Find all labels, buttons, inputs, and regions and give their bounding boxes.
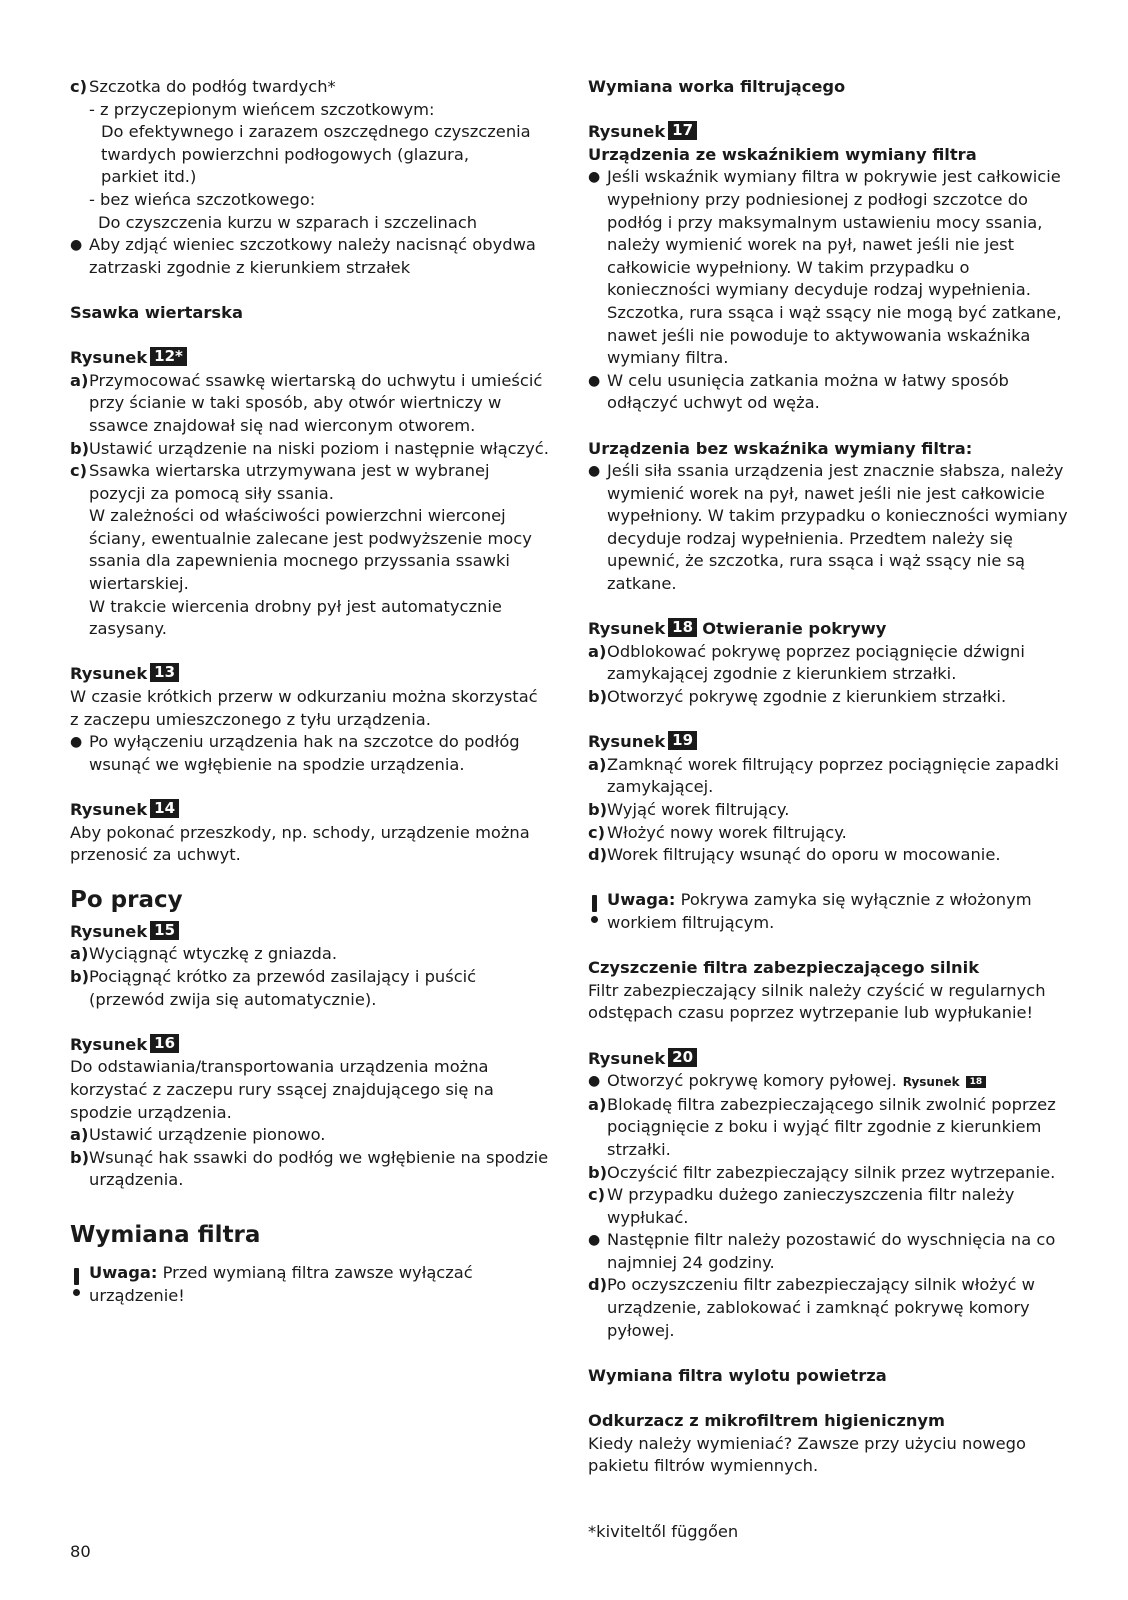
left-column — [70, 76, 550, 1307]
brush-without-ring-desc: Do czyszczenia kurzu w szparach i szczelinach — [98, 212, 478, 232]
exclamation-icon — [588, 889, 607, 934]
list-item: d) Po oczyszczeniu filtr zabezpieczający silnik włożyć w urządzenie, zablokować i zamknąć pokrywę komory pyłowej. — [588, 1275, 1035, 1340]
list-item: a) Przymocować ssawkę wiertarską do uchwytu i umieścić przy ścianie w taki sposób, aby otwór wiertniczy w ssawce znajdował się nad wierconym otworem. — [70, 370, 543, 435]
paragraph: W czasie krótkich przerw w odkurzaniu można skorzystać z zaczepu umieszczonego z tyłu urządzenia. — [70, 687, 538, 729]
hard-floor-brush-title: Szczotka do podłóg twardych* — [89, 77, 336, 96]
bullet-icon: ● — [588, 1232, 601, 1249]
list-item: b) Wyjąć worek filtrujący. — [588, 800, 790, 819]
section-title: Wymiana filtra — [70, 1221, 261, 1248]
figure-badge: 16 — [150, 1034, 179, 1053]
paragraph: Kiedy należy wymieniać? Zawsze przy użyciu nowego pakietu filtrów wymiennych. — [588, 1433, 1026, 1476]
list-item — [70, 76, 550, 99]
list-item: ● Jeśli wskaźnik wymiany filtra w pokrywie jest całkowicie wypełniony przy podniesionej z podłogi szczotce do podłóg i przy maksymalnym ustawieniu mocy ssania, należy wymienić worek na pył, nawet jeśli nie jest całkowicie wypełniony. W takim przypadku o konieczności wymiany decyduje rodzaj wypełnienia. Szczotka, rura ssąca i wąż ssący nie mogą być zatkane, nawet jeśli nie powoduje to aktywowania wskaźnika wymiany filtra. — [588, 166, 1068, 369]
figure-ref: Rysunek 13 — [70, 663, 550, 686]
figure-ref: Rysunek 16 — [70, 1034, 550, 1057]
section-heading: Wymiana worka filtrującego — [588, 77, 846, 96]
list-item: ● Jeśli siła ssania urządzenia jest znacznie słabsza, należy wymienić worek na pył, nawet jeśli nie jest całkowicie wypełniony. W takim przypadku o konieczności wymiany decyduje rodzaj wypełnienia. Przedtem należy się upewnić, że szczotka, rura ssąca i wąż ssący nie są zatkane. — [588, 460, 1068, 596]
figure-ref: Rysunek 19 — [588, 731, 1068, 754]
subsection-heading: Wymiana filtra wylotu powietrza — [588, 1365, 887, 1385]
paragraph: Aby pokonać przeszkody, np. schody, urządzenie można przenosić za uchwyt. — [70, 822, 530, 865]
figure-ref: Rysunek 20 — [588, 1048, 1068, 1071]
figure-badge: 19 — [668, 731, 697, 750]
figure-ref: Rysunek 15 — [70, 921, 550, 944]
brush-with-ring-desc-3: parkiet itd.) — [101, 167, 197, 187]
list-item: a) Wyciągnąć wtyczkę z gniazda. — [70, 944, 338, 964]
subsection-heading: Urządzenia bez wskaźnika wymiany filtra: — [588, 438, 973, 458]
figure-badge: 20 — [668, 1048, 697, 1067]
list-item: c) Ssawka wiertarska utrzymywana jest w wybranej pozycji za pomocą siły ssania. W zależności od właściwości powierzchni wierconej ściany, ewentualnie zalecane jest podwyższenie mocy ssania dla zapewnienia mocnego przyssania ssawki wiertarskiej. W trakcie wiercenia drobny pył jest automatycznie zasysany. — [70, 461, 532, 639]
warning-note: Uwaga: Pokrywa zamyka się wyłącznie z włożonym workiem filtrującym. — [588, 889, 1068, 934]
list-item: ● Następnie filtr należy pozostawić do wyschnięcia na co najmniej 24 godziny. — [588, 1229, 1068, 1274]
figure-badge: 18 — [966, 1076, 987, 1088]
list-item: b) Ustawić urządzenie na niski poziom i następnie włączyć. — [70, 438, 549, 458]
figure-ref: Rysunek 18 Otwieranie pokrywy — [588, 618, 887, 639]
list-item: b) Oczyścić filtr zabezpieczający silnik przez wytrzepanie. — [588, 1162, 1056, 1182]
list-item: b) Otworzyć pokrywę zgodnie z kierunkiem strzałki. — [588, 687, 1007, 707]
section-title: Po pracy — [70, 886, 183, 913]
figure-ref: Rysunek 17 — [588, 121, 1068, 144]
list-item: a) Blokadę filtra zabezpieczającego silnik zwolnić poprzez pociągnięcie z boku i wyjąć filtr zgodnie z kierunkiem strzałki. — [588, 1094, 1056, 1159]
figure-badge: 17 — [668, 121, 697, 140]
figure-badge: 18 — [668, 618, 697, 637]
list-item: a) Odblokować pokrywę poprzez pociągnięcie dźwigni zamykającej zgodnie z kierunkiem strzałki. — [588, 641, 1025, 684]
bullet-icon: ● — [70, 237, 83, 254]
brush-with-ring-desc-1: Do efektywnego i zarazem oszczędnego czyszczenia — [101, 122, 531, 142]
exclamation-icon — [70, 1262, 89, 1307]
list-item: a) Zamknąć worek filtrujący poprzez pociągnięcie zapadki zamykającej. — [588, 754, 1059, 797]
list-item: c) Włożyć nowy worek filtrujący. — [588, 822, 847, 842]
bullet-icon: ● — [588, 1073, 601, 1090]
bullet-icon: ● — [588, 372, 601, 389]
subsection-heading: Odkurzacz z mikrofiltrem higienicznym — [588, 1411, 945, 1431]
warning-note: Uwaga: Przed wymianą filtra zawsze wyłączać urządzenie! — [70, 1262, 550, 1307]
brush-with-ring: - z przyczepionym wieńcem szczotkowym: — [89, 99, 435, 119]
list-item: c) W przypadku dużego zanieczyszczenia filtr należy wypłukać. — [588, 1185, 1015, 1227]
section-heading: Ssawka wiertarska — [70, 302, 243, 322]
figure-ref: Rysunek 12* — [70, 347, 550, 370]
list-item: ● Otworzyć pokrywę komory pyłowej. Rysunek 18 — [588, 1070, 1068, 1094]
bullet-icon: ● — [70, 734, 83, 751]
list-item: ● W celu usunięcia zatkania można w łatwy sposób odłączyć uchwyt od węża. — [588, 370, 1068, 415]
item-label: c) — [70, 77, 88, 96]
paragraph: Do odstawiania/transportowania urządzenia można korzystać z zaczepu rury ssącej znajdującego się na spodzie urządzenia. — [70, 1057, 494, 1122]
figure-badge: 15 — [150, 921, 179, 940]
bullet-icon: ● — [588, 463, 601, 480]
brush-without-ring: - bez wieńca szczotkowego: — [89, 189, 316, 209]
right-column — [588, 76, 1068, 1478]
list-item: ● Po wyłączeniu urządzenia hak na szczotce do podłóg wsunąć we wgłębienie na spodzie urządzenia. — [70, 731, 550, 776]
bullet-icon: ● — [588, 169, 601, 186]
list-item: a) Ustawić urządzenie pionowo. — [70, 1125, 326, 1145]
list-item: b) Wsunąć hak ssawki do podłóg we wgłębienie na spodzie urządzenia. — [70, 1147, 549, 1190]
footnote: *kiviteltől függően — [588, 1522, 739, 1541]
figure-ref: Rysunek 14 — [70, 799, 550, 822]
list-item: b) Pociągnąć krótko za przewód zasilający i puścić (przewód zwija się automatycznie). — [70, 966, 477, 1009]
figure-badge: 13 — [150, 663, 179, 682]
paragraph: Filtr zabezpieczający silnik należy czyścić w regularnych odstępach czasu poprzez wytrzepanie lub wypłukanie! — [588, 980, 1046, 1023]
subsection-heading: Czyszczenie filtra zabezpieczającego silnik — [588, 958, 980, 978]
list-item: d) Worek filtrujący wsunąć do oporu w mocowanie. — [588, 845, 1001, 865]
figure-badge: 14 — [150, 799, 179, 818]
brush-with-ring-desc-2: twardych powierzchni podłogowych (glazura, — [101, 144, 469, 164]
figure-badge: 12* — [150, 347, 187, 366]
page-number: 80 — [70, 1542, 91, 1561]
subsection-heading: Urządzenia ze wskaźnikiem wymiany filtra — [588, 144, 977, 164]
list-item: ● Aby zdjąć wieniec szczotkowy należy nacisnąć obydwa zatrzaski zgodnie z kierunkiem strzałek — [70, 234, 550, 279]
